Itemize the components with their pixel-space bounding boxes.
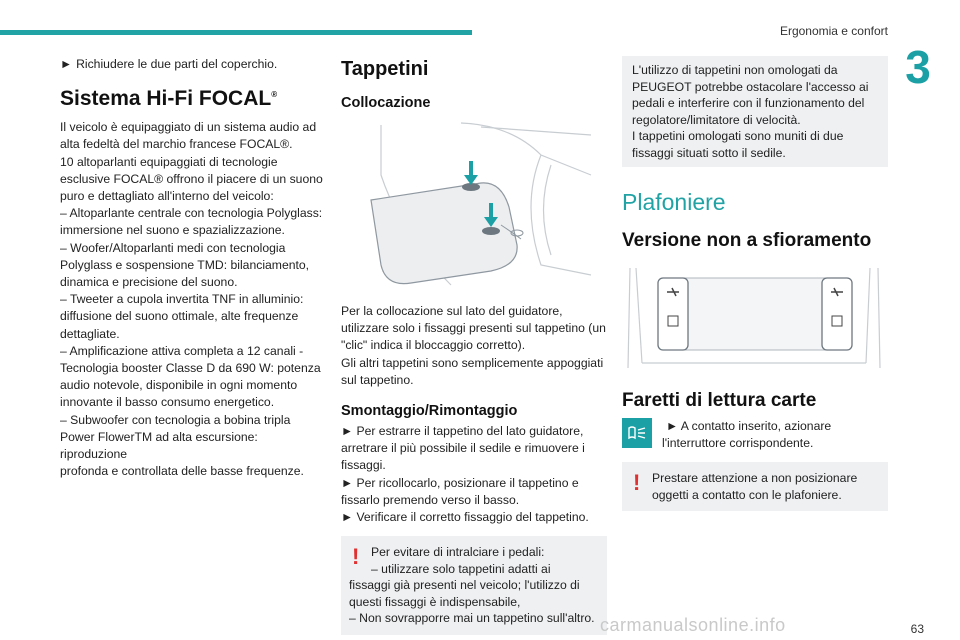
exclamation-icon: !	[633, 470, 641, 496]
approved-mats-info: L'utilizzo di tappetini non omologati da PEUGEOT potrebbe ostacolare l'accesso ai pedali e interferire con il funzionamento del regolatore/limitatore di velocità. I tappetini omologati sono muniti di due fissaggi situati sotto il sedile.	[622, 56, 888, 167]
column-middle	[341, 56, 607, 635]
floor-mat-illustration	[341, 115, 607, 293]
map-lights-heading: Faretti di lettura carte	[622, 390, 817, 411]
page-number: 63	[910, 622, 924, 636]
placement-paragraph: Per la collocazione sul lato del guidatore, utilizzare solo i fissaggi presenti sul tappetino (un "clic" indica il bloccaggio corretto). Gli altri tappetini sono semplicemente appoggiati sul tappetino.	[341, 304, 606, 387]
focal-paragraph: Il veicolo è equipaggiato di un sistema audio ad alta fedeltà del marchio francese FOCAL®. 10 altoparlanti equipaggiati di tecnologie esclusive FOCAL® offrono il piacere di un suono puro e dettagliato all'interno del veicolo: – Altoparlante centrale con tecnologia Polyglass: immersione nel suono e spazializzazione. – Woofer/Altoparlanti medi con tecnologia Polyglass e sospensione TMD: bilanciamento, dinamica e precisione del suono. – Tweeter a cupola invertita TNF in alluminio: diffusione del suono ottimale, alte frequenze dettagliate. – Amplificazione attiva completa a 12 canali - Tecnologia booster Classe D da 690 W: potenza audio notevole, disponibile in ogni momento innovante il basso consumo energetico. – Subwoofer con tecnologia a bobina tripla Power FlowerTM ad alta escursione: riproduzione profonda e controllata delle basse frequenze.	[60, 120, 323, 479]
column-right	[622, 56, 888, 511]
ceiling-lights-heading: Plafoniere	[622, 189, 726, 215]
removal-steps: ► Per estrarre il tappetino del lato guidatore, arretrare il più possibile il sedile e rimuovere i fissaggi. ► Per ricollocarlo, posizionare il tappetino e fissarlo premendo verso il basso. ► Verificare il corretto fissaggio del tappetino.	[341, 424, 589, 525]
left-light-switch	[658, 278, 688, 350]
fixing-clip-front	[462, 161, 480, 191]
pedal-warning-notice: ! Per evitare di intralciare i pedali: – utilizzare solo tappetini adatti ai fissaggi già presenti nel veicolo; l'utilizzo di questi fissaggi è indispensabile, – Non sovrapporre mai un tappetino sull'altro.	[341, 536, 607, 635]
focal-heading: Sistema Hi-Fi FOCAL®	[60, 87, 278, 111]
reading-light-icon	[622, 418, 652, 448]
watermark: carmanualsonline.info	[600, 615, 786, 635]
map-light-tip-text: ► A contatto inserito, azionare l'interruttore corrispondente.	[662, 419, 832, 451]
chapter-number: 3	[905, 41, 931, 93]
step-close-lid: ► Richiudere le due parti del coperchio.	[60, 57, 278, 71]
mats-heading: Tappetini	[341, 58, 429, 80]
map-light-tip	[622, 418, 888, 452]
header-accent-bar	[0, 30, 472, 35]
non-touch-version-heading: Versione non a sfioramento	[622, 230, 872, 251]
exclamation-icon: !	[352, 544, 360, 570]
column-left	[60, 56, 326, 480]
ceiling-light-illustration	[622, 258, 888, 378]
header-title: Ergonomia e confort	[779, 24, 888, 38]
removal-subheading: Smontaggio/Rimontaggio	[341, 403, 518, 420]
ceiling-light-warning: ! Prestare attenzione a non posizionare oggetti a contatto con le plafoniere.	[622, 462, 888, 511]
right-light-switch	[822, 278, 852, 350]
placement-subheading: Collocazione	[341, 95, 431, 111]
arrow-icon: ►	[60, 57, 73, 71]
